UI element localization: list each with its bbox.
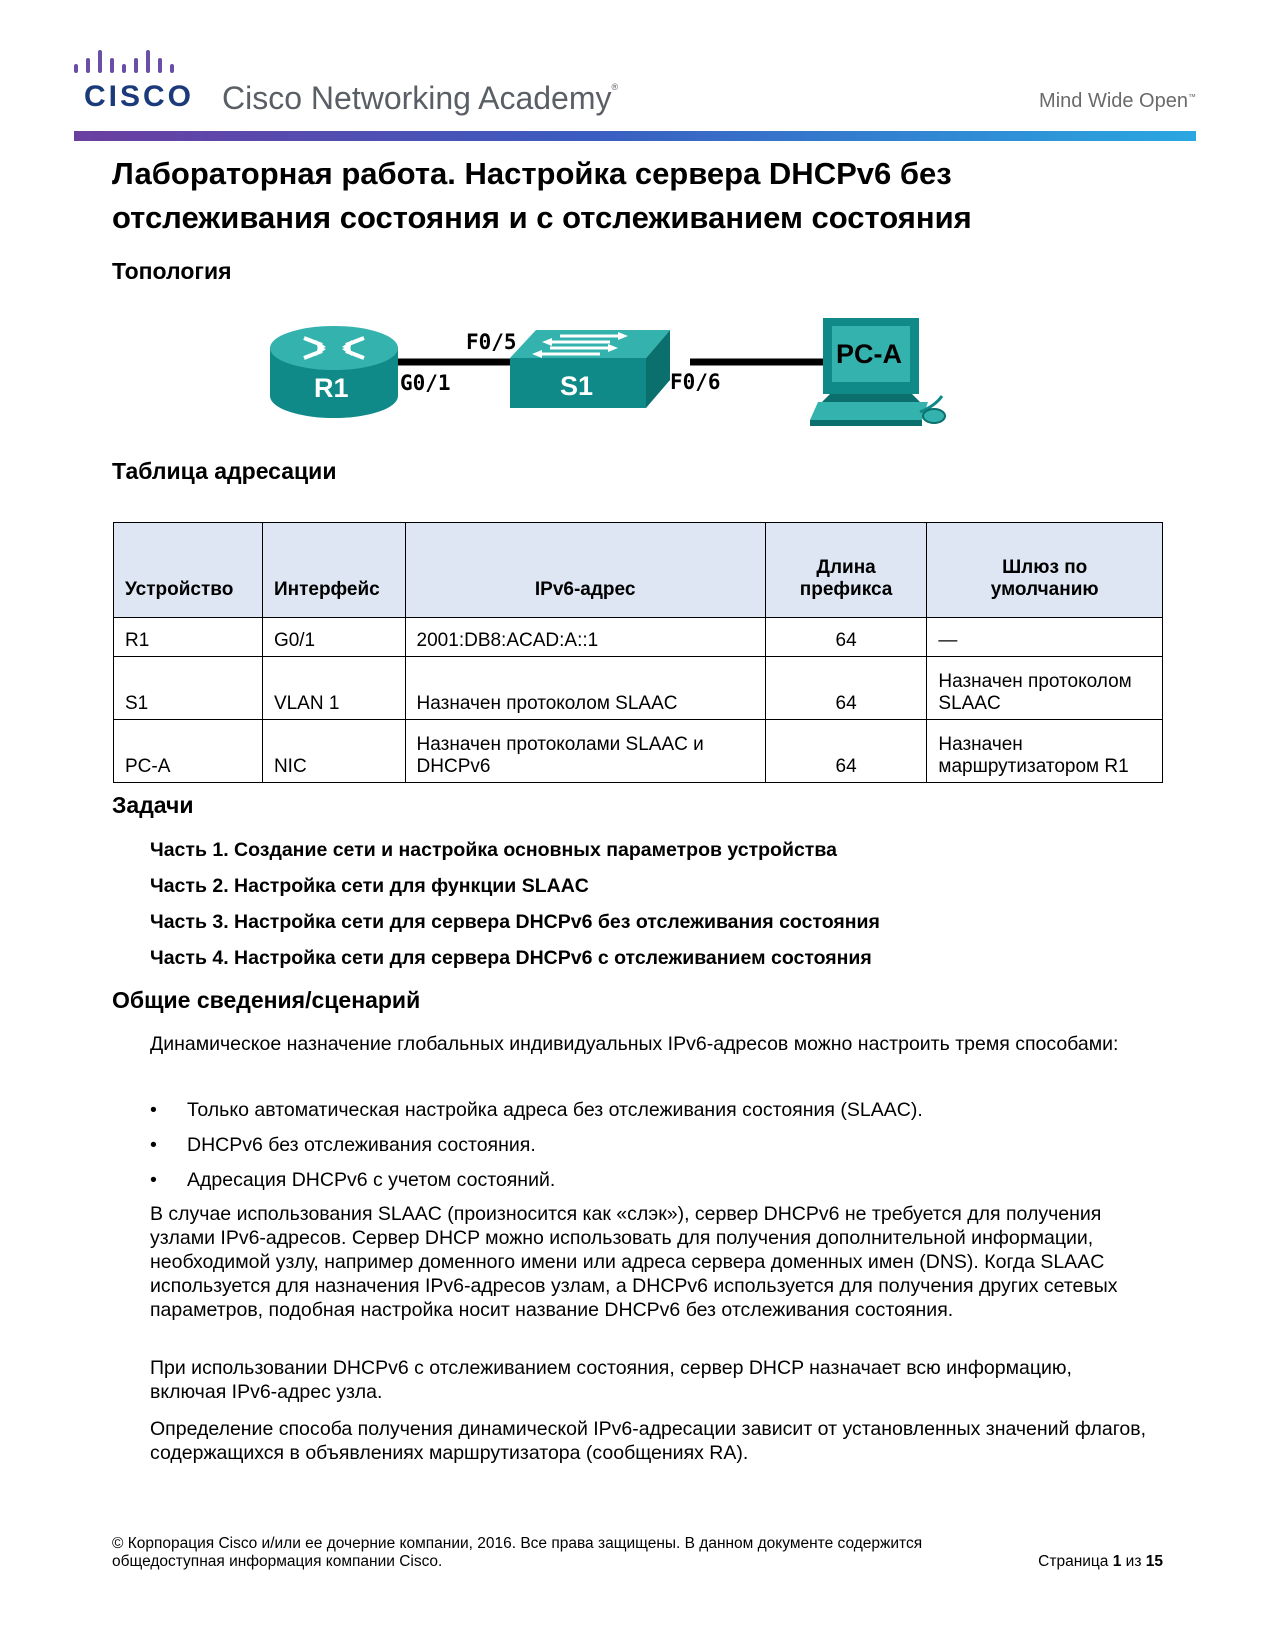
table-row — [114, 657, 1163, 720]
task-item: Часть 1. Создание сети и настройка основных параметров устройства — [150, 839, 837, 861]
copyright-line-2: общедоступная информация компании Cisco. — [112, 1553, 443, 1570]
col-device: Устройство — [114, 523, 263, 618]
topology-diagram — [270, 318, 990, 448]
cell-ipv6: Назначен протоколами SLAAC и DHCPv6 — [405, 720, 765, 783]
tasks-list — [150, 838, 880, 982]
background-paragraph-3: Определение способа получения динамической IPv6-адресации зависит от установленных значений флагов, содержащихся в объявлениях маршрутизатора (сообщениях RA). — [150, 1418, 1146, 1464]
header-gradient-bar — [74, 131, 1196, 141]
task-item: Часть 2. Настройка сети для функции SLAAC — [150, 875, 589, 897]
section-background-heading: Общие сведения/сценарий — [112, 987, 421, 1013]
academy-name — [222, 80, 618, 117]
cell-prefix: 64 — [765, 618, 927, 657]
document-title: Лабораторная работа. Настройка сервера DHCPv6 без отслеживания состояния и с отслеживанием состояния — [112, 156, 972, 235]
page-total: 15 — [1145, 1553, 1163, 1570]
col-interface: Интерфейс — [262, 523, 405, 618]
router-r1-icon — [270, 326, 398, 418]
cisco-logo-bars-icon — [74, 50, 184, 80]
bullet-icon: • — [150, 1134, 157, 1156]
section-addressing-heading: Таблица адресации — [112, 458, 337, 484]
cell-prefix: 64 — [765, 657, 927, 720]
label-f0-5: F0/5 — [466, 330, 517, 354]
col-prefix-text: Длина префикса — [799, 557, 893, 600]
page-prefix: Страница — [1038, 1553, 1109, 1570]
trademark-mark: ™ — [1188, 92, 1196, 102]
cell-interface: VLAN 1 — [262, 657, 405, 720]
cell-ipv6: 2001:DB8:ACAD:A::1 — [405, 618, 765, 657]
tagline-text: Mind Wide Open — [1039, 90, 1188, 112]
label-g0-1: G0/1 — [400, 371, 451, 395]
page-separator: из — [1125, 1553, 1142, 1570]
cell-gateway: — — [927, 618, 1163, 657]
pc-a-icon — [810, 318, 945, 426]
cell-gateway: Назначен маршрутизатором R1 — [927, 720, 1163, 783]
list-item — [150, 1098, 923, 1133]
task-item: Часть 3. Настройка сети для сервера DHCPv6 без отслеживания состояния — [150, 911, 880, 933]
router-label: R1 — [314, 373, 349, 403]
academy-text: Cisco Networking Academy — [222, 80, 612, 116]
col-gateway — [927, 523, 1163, 618]
tagline — [1039, 90, 1196, 113]
col-ipv6: IPv6-адрес — [405, 523, 765, 618]
page-header — [74, 44, 1196, 144]
page-current: 1 — [1112, 1553, 1122, 1570]
list-item — [150, 1133, 923, 1168]
list-item-text: Адресация DHCPv6 с учетом состояний. — [187, 1169, 556, 1191]
table-row — [114, 720, 1163, 783]
label-f0-6: F0/6 — [670, 370, 721, 394]
background-paragraph-2: При использовании DHCPv6 с отслеживанием состояния, сервер DHCP назначает всю информацию, включая IPv6-адрес узла. — [150, 1357, 1072, 1403]
section-tasks-heading: Задачи — [112, 792, 194, 818]
list-item-text: DHCPv6 без отслеживания состояния. — [187, 1134, 536, 1156]
background-paragraph-1: В случае использования SLAAC (произносится как «слэк»), сервер DHCPv6 не требуется для получения узлами IPv6-адресов. Сервер DHCP можно использовать для получения дополнительной информации, необходимой узлу, например доменного имени или адреса сервера доменных имен (DNS). Когда SLAAC используется для назначения IPv6-адресов узлам, а DHCPv6 используется для получения других сетевых параметров, подобная настройка носит название DHCPv6 без отслеживания состояния. — [150, 1203, 1118, 1321]
list-item-text: Только автоматическая настройка адреса без отслеживания состояния (SLAAC). — [187, 1099, 923, 1121]
table-row — [114, 618, 1163, 657]
cell-device: PC-A — [114, 720, 263, 783]
addressing-table — [113, 522, 1163, 783]
cisco-logo-word: CISCO — [84, 80, 195, 113]
col-gateway-text: Шлюз по умолчанию — [990, 557, 1099, 600]
page-number — [1038, 1553, 1163, 1571]
cell-interface: NIC — [262, 720, 405, 783]
switch-label: S1 — [560, 371, 594, 401]
background-intro: Динамическое назначение глобальных индивидуальных IPv6-адресов можно настроить тремя способами: — [150, 1033, 1119, 1055]
cell-device: R1 — [114, 618, 263, 657]
col-prefix — [765, 523, 927, 618]
cell-ipv6: Назначен протоколом SLAAC — [405, 657, 765, 720]
registered-mark: ® — [611, 82, 619, 92]
cell-prefix: 64 — [765, 720, 927, 783]
footer-copyright — [112, 1535, 1012, 1571]
copyright-line-1: © Корпорация Cisco и/или ее дочерние компании, 2016. Все права защищены. В данном документе содержится — [112, 1535, 923, 1552]
list-item — [150, 1168, 923, 1203]
bullet-icon: • — [150, 1099, 157, 1121]
cell-interface: G0/1 — [262, 618, 405, 657]
section-topology-heading: Топология — [112, 258, 232, 284]
table-header-row — [114, 523, 1163, 618]
pc-label: PC-A — [836, 339, 902, 369]
task-item: Часть 4. Настройка сети для сервера DHCPv6 с отслеживанием состояния — [150, 947, 872, 969]
methods-list — [150, 1098, 923, 1203]
cell-gateway: Назначен протоколом SLAAC — [927, 657, 1163, 720]
cell-device: S1 — [114, 657, 263, 720]
bullet-icon: • — [150, 1169, 157, 1191]
